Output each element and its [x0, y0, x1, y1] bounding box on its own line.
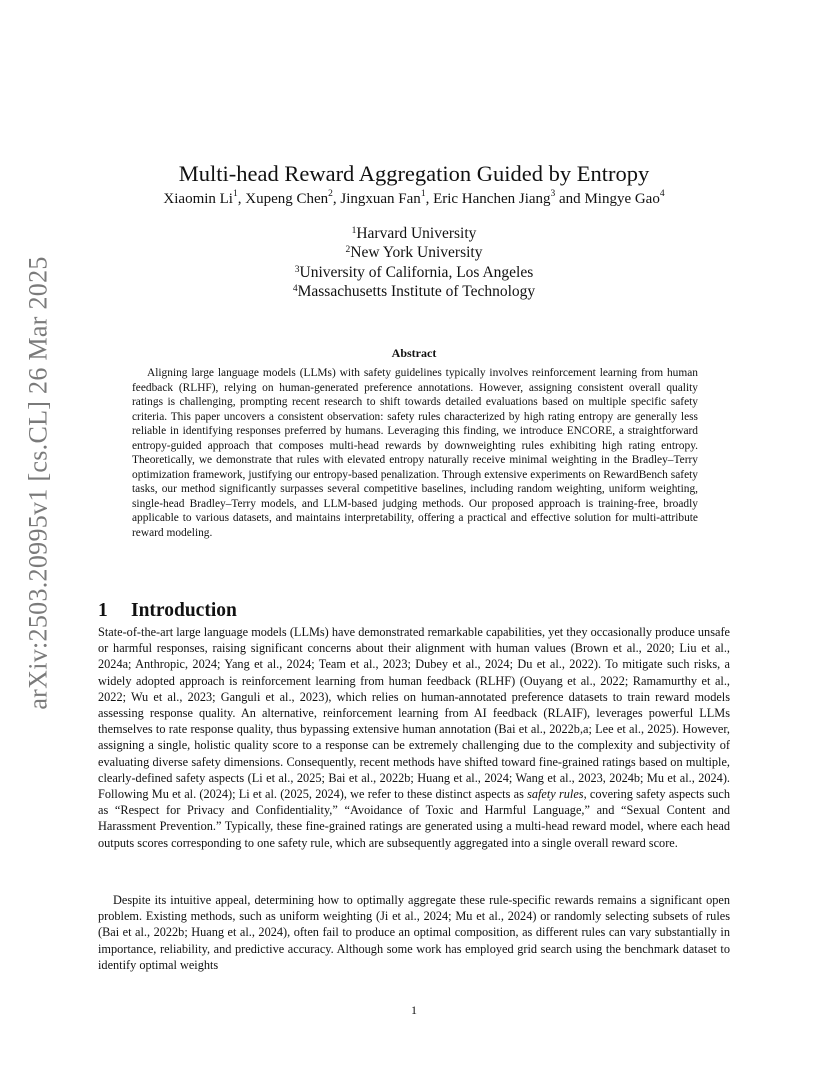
intro-paragraph-1 [98, 624, 730, 851]
paragraph-text: , covering safety aspects such as “Respect for Privacy and Confidentiality,” “Avoidance of Toxic and Harmful Language,” and “Sexual Content and Harassment Prevention.” Typically, these fine-grained ratings are generated using a multi-head reward model, where each head outputs scores corresponding to one safety rule, which are subsequently aggregated into a single overall reward score. [98, 787, 730, 850]
affiliation-list [0, 224, 828, 301]
author-affiliation-marker: 4 [659, 189, 665, 199]
author-affiliation-marker: 3 [550, 189, 556, 199]
author-name: Mingye Gao [584, 191, 660, 207]
paragraph-text: State-of-the-art large language models (LLMs) have demonstrated remarkable capabilities, yet they occasionally produce unsafe or harmful responses, raising significant concerns about their alignment with human values (Brown et al., 2020; Liu et al., 2024a; Anthropic, 2024; Yang et al., 2024; Team et al., 2023; Dubey et al., 2024; Du et al., 2022). To mitigate such risks, a widely adopted approach is reinforcement learning from human feedback (RLHF) (Ouyang et al., 2022; Ramamurthy et al., 2022; Wu et al., 2023; Ganguli et al., 2023), which relies on human-annotated preference datasets to train reward models assessing response quality. An alternative, reinforcement learning from AI feedback (RLAIF), leverages powerful LLMs themselves to rate response quality, thus bypassing extensive human annotation (Bai et al., 2022b,a; Lee et al., 2025). However, assigning a single, holistic quality score to a response can be extremely challenging due to the complexity and subjectivity of evaluating diverse safety dimensions. Consequently, recent methods have shifted toward fine-grained ratings based on multiple, clearly-defined safety aspects (Li et al., 2025; Bai et al., 2022b; Huang et al., 2024; Wang et al., 2023, 2024b; Mu et al., 2024). Following Mu et al. (2024); Li et al. (2025, 2024), we refer to these distinct aspects as [98, 625, 730, 802]
affiliation-marker: 2 [345, 245, 351, 256]
section-number: 1 [98, 600, 108, 622]
arxiv-identifier-text: arXiv:2503.20995v1 [cs.CL] 26 Mar 2025 [24, 256, 53, 710]
page-number: 1 [411, 1003, 417, 1017]
author-affiliation-marker: 1 [232, 189, 238, 199]
affiliation-name: Massachusetts Institute of Technology [297, 282, 536, 300]
intro-paragraph-2: Despite its intuitive appeal, determining how to optimally aggregate these rule-specific rewards remains a significant open problem. Existing methods, such as uniform weighting (Ji et al., 2024; Mu et al., 2024) or randomly selecting subsets of rules (Bai et al., 2022b; Huang et al., 2024), often fail to produce an optimal composition, as different rules can vary substantially in importance, reliability, and predictive accuracy. Although some work has employed grid search using the benchmark dataset to identify optimal weights [98, 893, 730, 972]
author-name: Jingxuan Fan [340, 191, 421, 207]
author-name: Eric Hanchen Jiang [433, 191, 551, 207]
affiliation-line [0, 282, 828, 301]
affiliation-marker: 4 [292, 283, 298, 294]
affiliation-line [0, 263, 828, 282]
affiliation-line [0, 243, 828, 262]
affiliation-marker: 3 [294, 264, 300, 275]
affiliation-line [0, 224, 828, 243]
affiliation-name: New York University [350, 244, 483, 262]
section-heading [98, 600, 237, 622]
affiliation-marker: 1 [351, 226, 357, 236]
section-title: Introduction [131, 600, 237, 622]
abstract-heading: Abstract [391, 346, 437, 360]
author-name: Xiaomin Li [163, 191, 233, 207]
paper-title: Multi-head Reward Aggregation Guided by Entropy [178, 161, 650, 187]
author-name: Xupeng Chen [245, 191, 329, 207]
author-affiliation-marker: 2 [328, 189, 333, 199]
affiliation-name: University of California, Los Angeles [299, 263, 534, 281]
emphasized-term: safety rules [527, 787, 584, 802]
affiliation-name: Harvard University [356, 225, 477, 242]
abstract-text: Aligning large language models (LLMs) with safety guidelines typically involves reinforcement learning from human feedback (RLHF), relying on human-generated preference annotations. However, assigning consistent overall quality ratings is challenging, prompting recent research to shift towards detailed evaluations based on multiple specific safety criteria. This paper uncovers a consistent observation: safety rules characterized by high rating entropy are generally less reliable in identifying responses preferred by humans. Leveraging this finding, we introduce ENCORE, a straightforward entropy-guided approach that composes multi-head rewards by downweighting rules exhibiting high rating entropy. Theoretically, we demonstrate that rules with elevated entropy naturally receive minimal weighting in the Bradley–Terry optimization framework, justifying our entropy-based penalization. Through extensive experiments on RewardBench safety tasks, our method significantly surpasses several competitive baselines, including random weighting, uniform weighting, single-head Bradley–Terry models, and LLM-based judging methods. Our proposed approach is training-free, broadly applicable to various datasets, and maintains interpretability, offering a practical and effective solution for multi-attribute reward modeling. [132, 367, 698, 539]
author-affiliation-marker: 1 [420, 189, 426, 199]
author-list: Xiaomin Li$^1$, Xupeng Chen$^2$, Jingxuan Fan$^1$, Eric Hanchen Jiang$^3$ and Mingye Gao$^4$ [163, 189, 665, 207]
